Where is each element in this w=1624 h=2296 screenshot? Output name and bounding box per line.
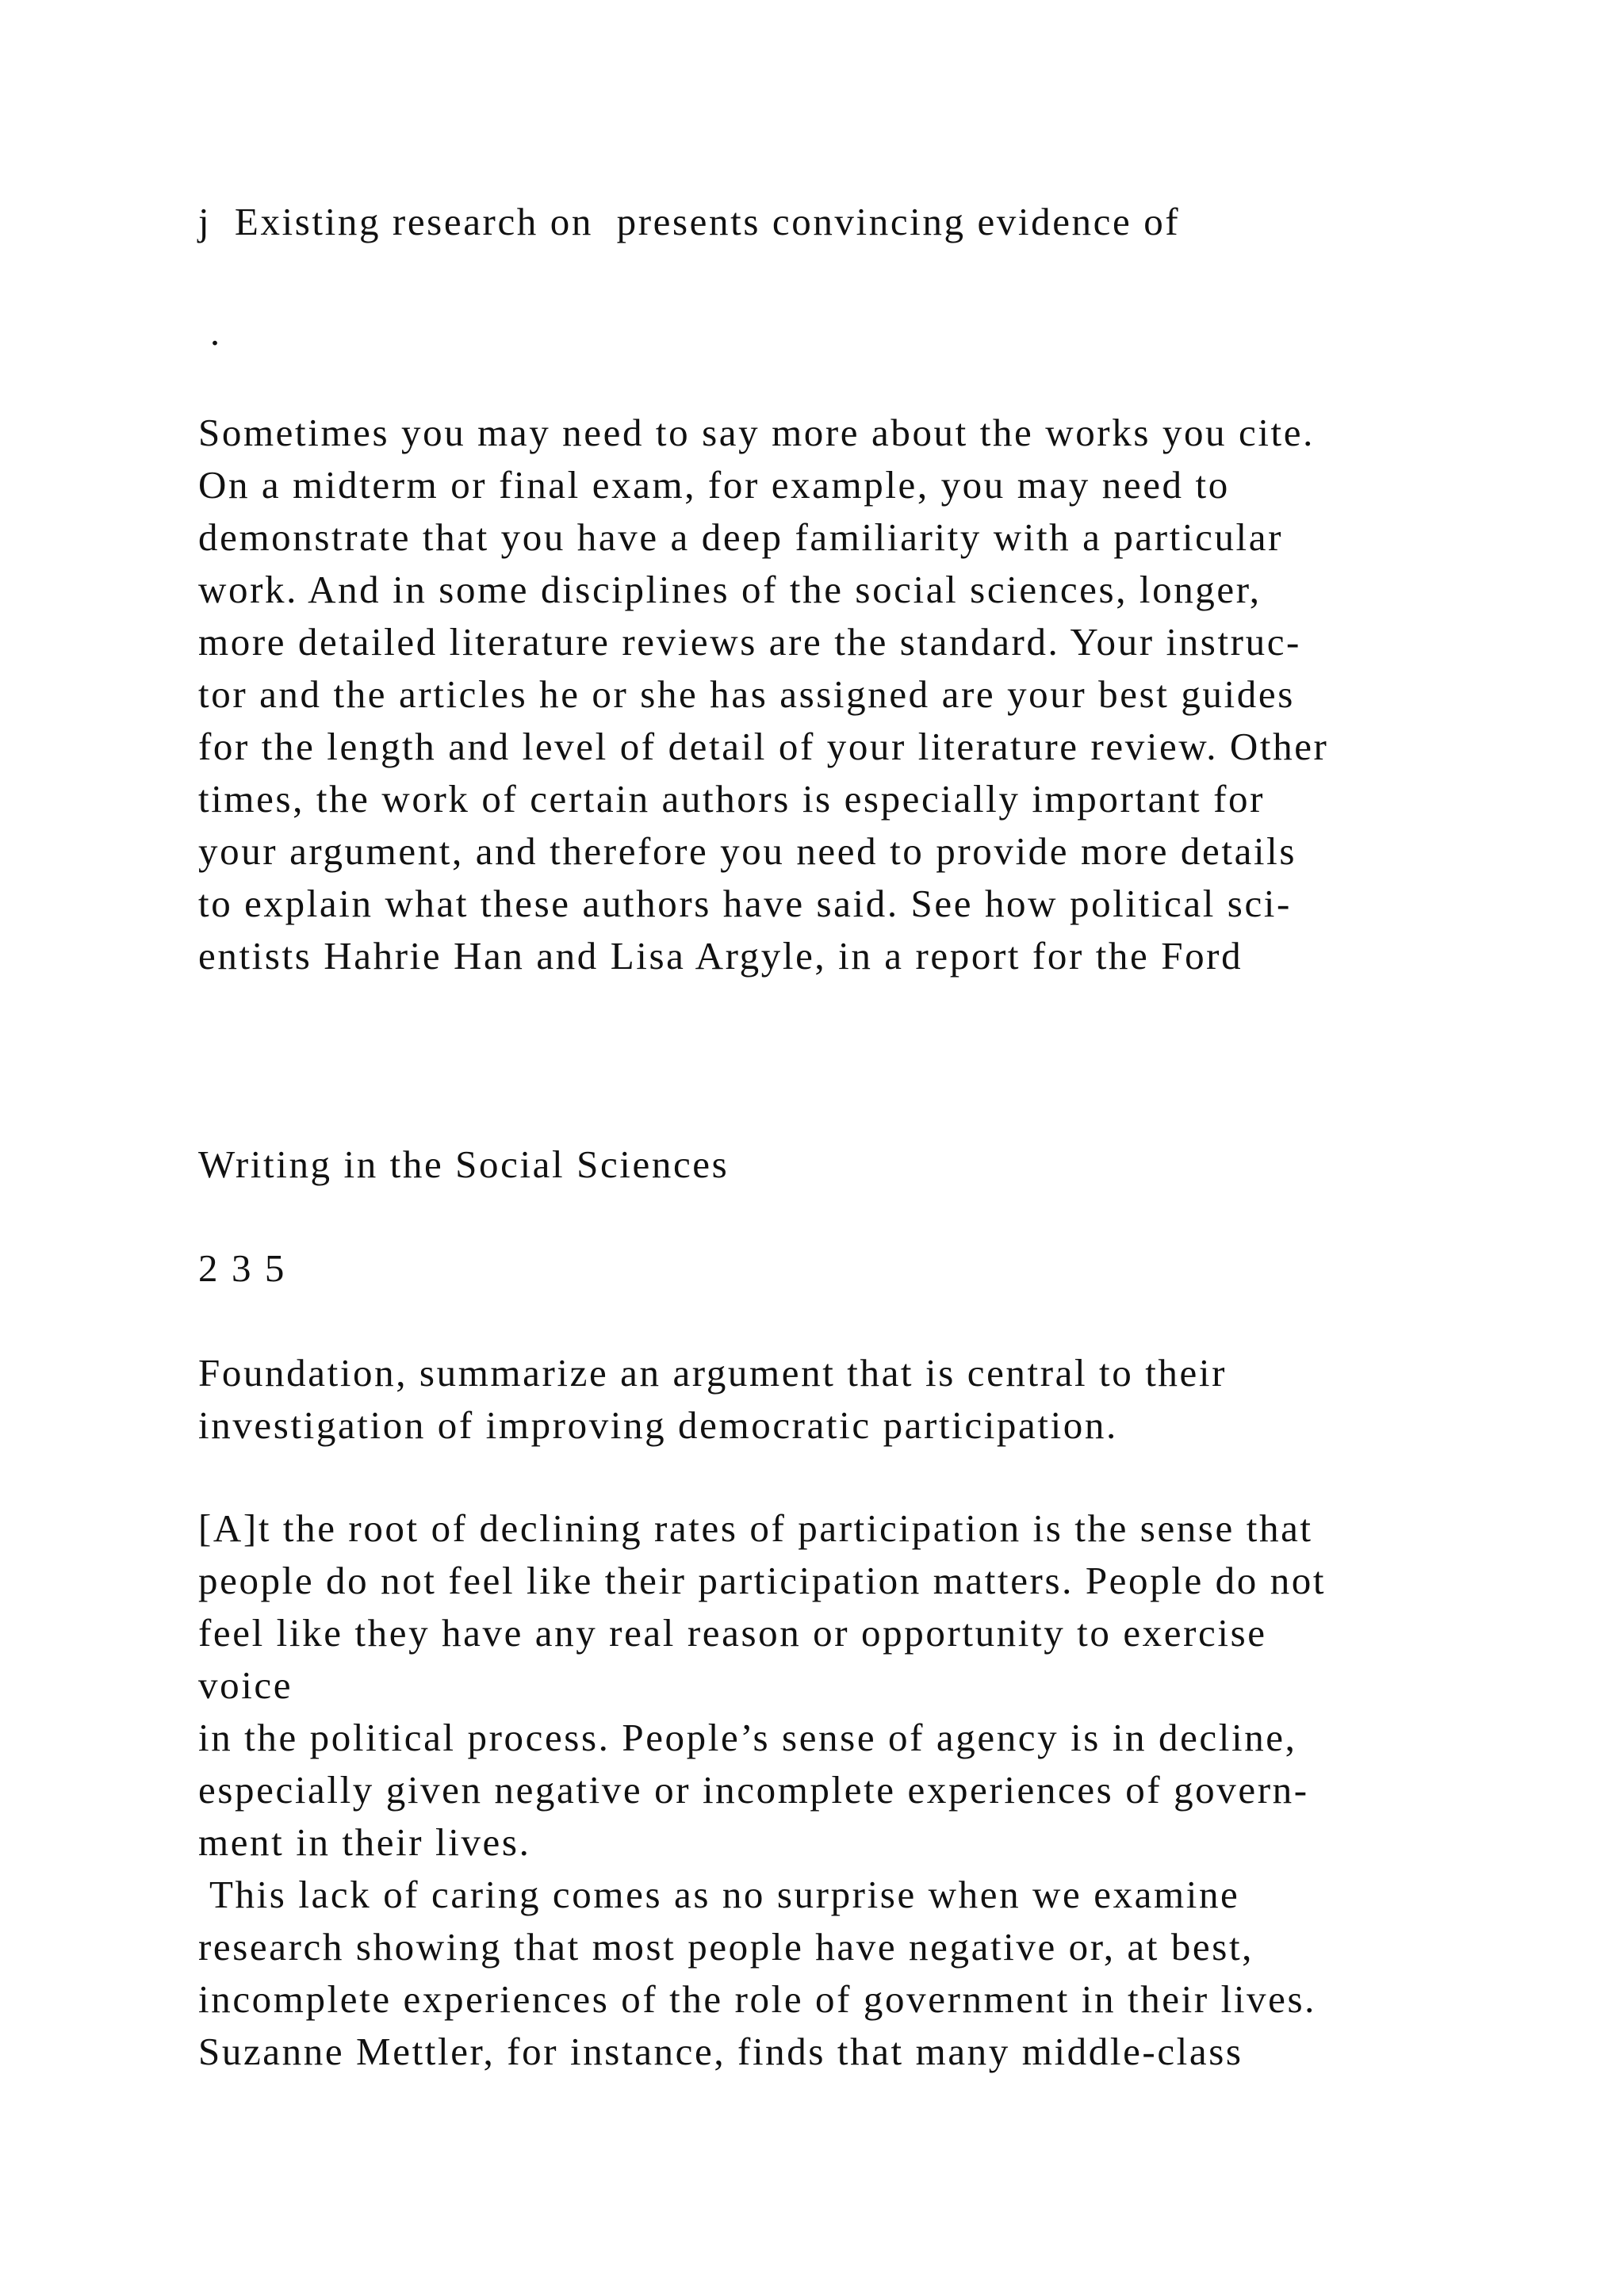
placeholder-line: . bbox=[198, 310, 222, 354]
quote-line: research showing that most people have negative or, at best, bbox=[198, 1925, 1254, 1969]
paragraph-line: On a midterm or final exam, for example, you may need to bbox=[198, 463, 1230, 507]
paragraph-line: Foundation, summarize an argument that is central to their bbox=[198, 1351, 1228, 1395]
quote-line: ment in their lives. bbox=[198, 1820, 531, 1864]
quote-line: This lack of caring comes as no surprise when we examine bbox=[198, 1873, 1240, 1916]
quote-line: incomplete experiences of the role of government in their lives. bbox=[198, 1977, 1317, 2021]
paragraph-line: times, the work of certain authors is especially important for bbox=[198, 777, 1266, 821]
quote-line: people do not feel like their participation matters. People do not bbox=[198, 1559, 1327, 1602]
quote-line: voice bbox=[198, 1663, 293, 1707]
paragraph-line: tor and the articles he or she has assigned are your best guides bbox=[198, 672, 1295, 716]
quote-line: in the political process. People’s sense of agency is in decline, bbox=[198, 1716, 1297, 1759]
paragraph-line: demonstrate that you have a deep familiarity with a particular bbox=[198, 515, 1284, 559]
paragraph-line: Sometimes you may need to say more about the works you cite. bbox=[198, 411, 1315, 454]
quote-line: especially given negative or incomplete experiences of govern- bbox=[198, 1768, 1309, 1812]
template-line: j Existing research on presents convincing evidence of bbox=[198, 200, 1181, 243]
paragraph-line: entists Hahrie Han and Lisa Argyle, in a report for the Ford bbox=[198, 934, 1243, 978]
running-head: Writing in the Social Sciences bbox=[198, 1142, 730, 1186]
paragraph-line: more detailed literature reviews are the standard. Your instruc- bbox=[198, 620, 1301, 664]
paragraph-line: your argument, and therefore you need to provide more details bbox=[198, 829, 1297, 873]
quote-line: [A]t the root of declining rates of participation is the sense that bbox=[198, 1506, 1313, 1550]
quote-line: Suzanne Mettler, for instance, finds that many middle-class bbox=[198, 2030, 1243, 2073]
page-number: 2 3 5 bbox=[198, 1246, 286, 1290]
quote-line: feel like they have any real reason or opportunity to exercise bbox=[198, 1611, 1267, 1655]
paragraph-line: for the length and level of detail of your literature review. Other bbox=[198, 725, 1329, 768]
paragraph-line: to explain what these authors have said. See how political sci- bbox=[198, 882, 1292, 925]
paragraph-line: work. And in some disciplines of the social sciences, longer, bbox=[198, 568, 1262, 611]
paragraph-line: investigation of improving democratic participation. bbox=[198, 1403, 1118, 1447]
